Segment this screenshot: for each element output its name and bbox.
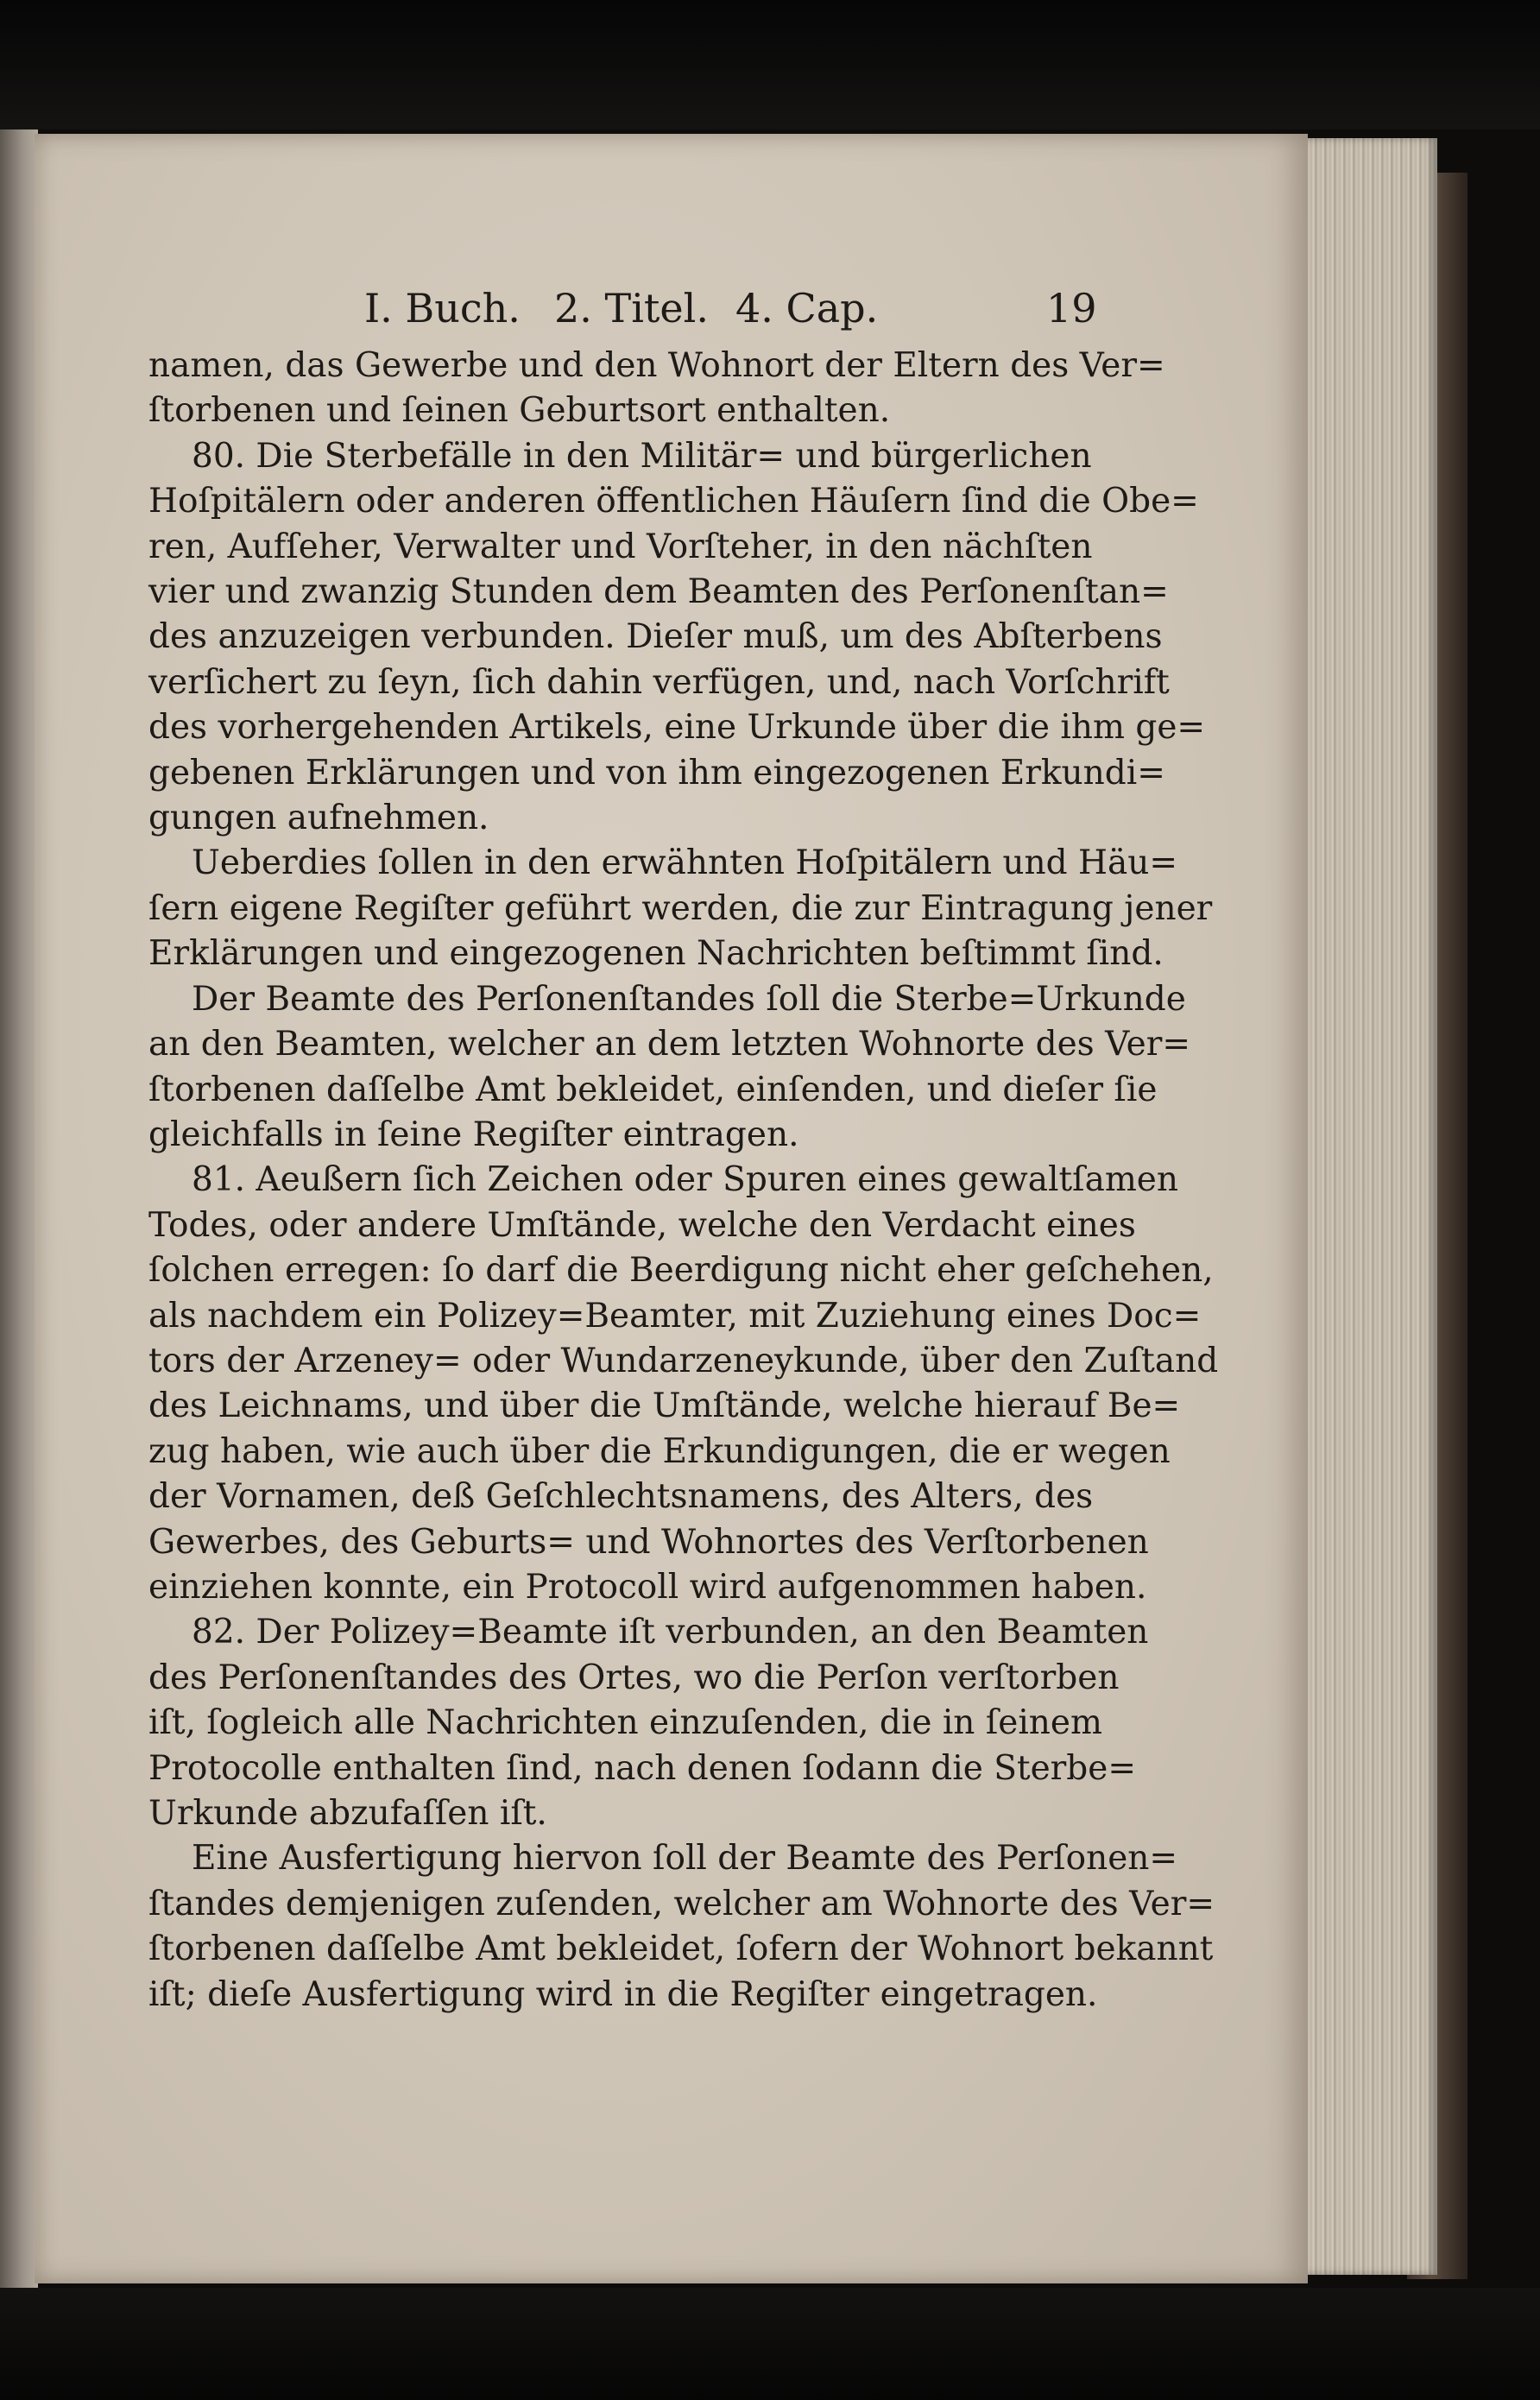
page-block-edges: [1299, 138, 1437, 2275]
text-line: namen, das Gewerbe und den Wohnort der Eltern des Ver=: [148, 346, 1165, 385]
running-header: [148, 275, 1097, 344]
text-line: Ueberdies ſollen in den erwähnten Hoſpitälern und Häu=: [192, 843, 1178, 883]
text-line: des Perſonenſtandes des Ortes, wo die Perſon verſtorben: [148, 1658, 1120, 1697]
text-line: des vorhergehenden Artikels, eine Urkunde über die ihm ge=: [148, 708, 1206, 748]
text-line: gleichfalls in ſeine Regiſter eintragen.: [148, 1115, 799, 1154]
header-title: 2. Titel.: [554, 285, 709, 332]
header-chapter: 4. Cap.: [735, 285, 879, 332]
text-line: verſichert zu ſeyn, ſich dahin verfügen, und, nach Vorſchrift: [148, 662, 1170, 702]
background-bottom: [0, 2288, 1540, 2400]
text-line: gebenen Erklärungen und von ihm eingezogenen Erkundi=: [148, 753, 1165, 793]
text-line: Gewerbes, des Geburts= und Wohnortes des Verſtorbenen: [148, 1522, 1149, 1562]
text-line: Todes, oder andere Umſtände, welche den Verdacht eines: [148, 1205, 1136, 1245]
text-line: Erklärungen und eingezogenen Nachrichten beſtimmt ſind.: [148, 934, 1164, 974]
text-line: Urkunde abzufaſſen iſt.: [148, 1794, 547, 1833]
text-line: einziehen konnte, ein Protocoll wird aufgenommen haben.: [148, 1567, 1147, 1607]
text-line: ſtorbenen daſſelbe Amt bekleidet, ſofern der Wohnort bekannt: [148, 1929, 1214, 1969]
page-number: 19: [1046, 285, 1097, 332]
text-line: vier und zwanzig Stunden dem Beamten des Perſonenſtan=: [148, 572, 1169, 612]
text-line: tors der Arzeney= oder Wundarzeneykunde, über den Zuſtand: [148, 1341, 1219, 1380]
text-line: Der Beamte des Perſonenſtandes ſoll die Sterbe=Urkunde: [192, 979, 1186, 1019]
text-line: des anzuzeigen verbunden. Dieſer muß, um des Abſterbens: [148, 617, 1163, 657]
text-line: iſt, ſogleich alle Nachrichten einzuſenden, die in ſeinem: [148, 1703, 1102, 1743]
text-line: ſtorbenen daſſelbe Amt bekleidet, einſenden, und dieſer ſie: [148, 1070, 1158, 1109]
text-line: ſolchen erregen: ſo darf die Beerdigung nicht eher geſchehen,: [148, 1251, 1214, 1291]
text-line: an den Beamten, welcher an dem letzten Wohnorte des Ver=: [148, 1025, 1191, 1064]
text-line: Hoſpitälern oder anderen öffentlichen Häuſern ſind die Obe=: [148, 482, 1199, 521]
text-line: gungen aufnehmen.: [148, 799, 489, 838]
text-line: ſern eigene Regiſter geführt werden, die zur Eintragung jener: [148, 888, 1213, 928]
header-book: I. Buch.: [364, 285, 521, 332]
text-line: 80. Die Sterbefälle in den Militär= und bürgerlichen: [192, 436, 1092, 476]
text-line: ſtorbenen und ſeinen Geburtsort enthalten.: [148, 391, 891, 431]
text-line: zug haben, wie auch über die Erkundigungen, die er wegen: [148, 1431, 1171, 1471]
text-line: Eine Ausfertigung hiervon ſoll der Beamte des Perſonen=: [192, 1839, 1178, 1879]
text-line: Protocolle enthalten ſind, nach denen ſodann die Sterbe=: [148, 1748, 1137, 1788]
text-line: des Leichnams, und über die Umſtände, welche hierauf Be=: [148, 1386, 1181, 1426]
text-line: 82. Der Polizey=Beamte iſt verbunden, an den Beamten: [192, 1613, 1149, 1652]
left-page-edge: [0, 129, 38, 2340]
text-line: ſtandes demjenigen zuſenden, welcher am Wohnorte des Ver=: [148, 1884, 1215, 1923]
text-line: als nachdem ein Polizey=Beamter, mit Zuziehung eines Doc=: [148, 1296, 1202, 1336]
background-top: [0, 0, 1540, 129]
page-content: [148, 275, 1219, 2018]
text-line: ren, Aufſeher, Verwalter und Vorſteher, in den nächſten: [148, 527, 1093, 566]
text-line: der Vornamen, deß Geſchlechtsnamens, des Alters, des: [148, 1477, 1094, 1517]
text-line: iſt; dieſe Ausfertigung wird in die Regiſter eingetragen.: [148, 1974, 1098, 2014]
body-text: [148, 344, 1219, 2018]
text-line: 81. Aeußern ſich Zeichen oder Spuren eines gewaltſamen: [192, 1160, 1178, 1200]
